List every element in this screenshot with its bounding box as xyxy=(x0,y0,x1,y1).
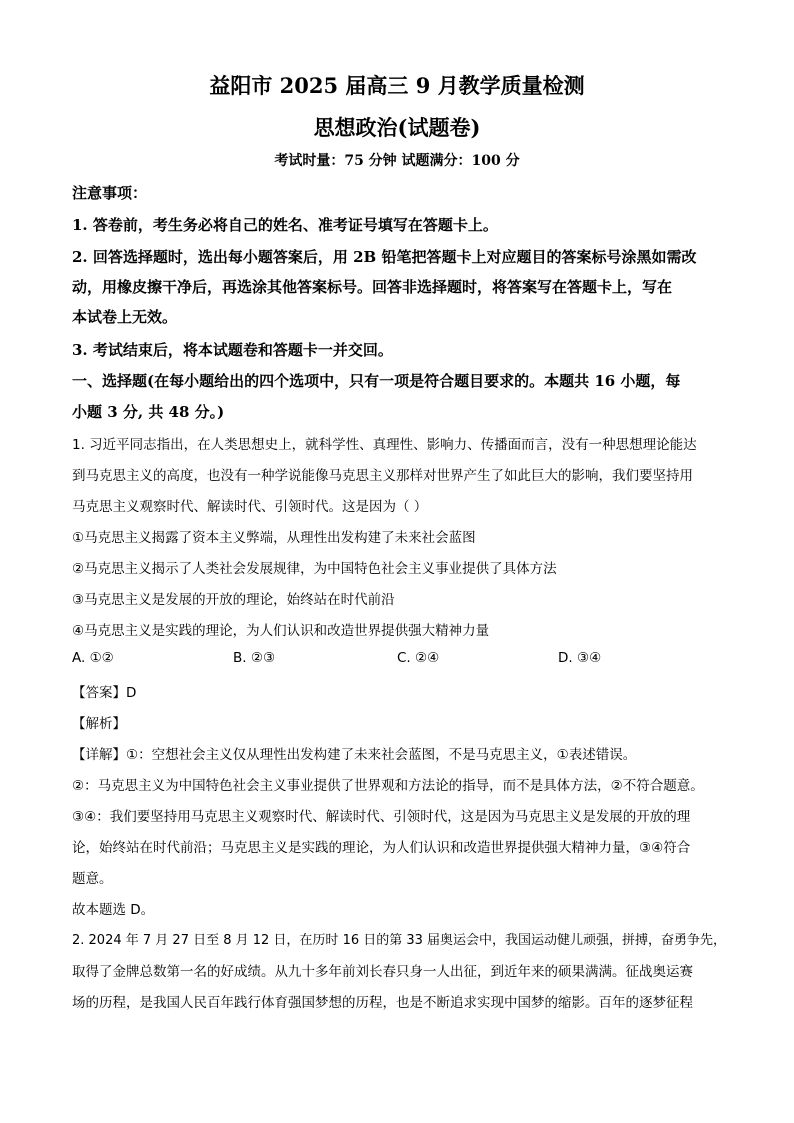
notice-item-3: 3. 考试结束后，将本试题卷和答题卡一并交回。 xyxy=(72,341,393,359)
exam-info: 考试时量：75 分钟 试题满分：100 分 xyxy=(274,153,520,169)
q1-conclusion: 故本题选 D。 xyxy=(72,902,155,918)
q2-stem-line-2: 取得了金牌总数第一名的好成绩。从九十多年前刘长春只身一人出征，到近年来的硕果满满。征战奥运赛 xyxy=(72,964,693,980)
q1-detail-line-1: 【详解】①：空想社会主义仅从理性出发构建了未来社会蓝图，不是马克思主义，①表述错误。 xyxy=(72,747,637,763)
q1-stem-line-3: 马克思主义观察时代、解读时代、引领时代。这是因为（ ） xyxy=(72,499,428,515)
q1-option-b: B. ②③ xyxy=(233,650,276,666)
exam-subtitle: 思想政治(试题卷) xyxy=(313,115,481,140)
q1-option-a: A. ①② xyxy=(72,650,114,666)
q1-statement-1: ①马克思主义揭露了资本主义弊端，从理性出发构建了未来社会蓝图 xyxy=(72,530,476,546)
q1-detail-line-5: 题意。 xyxy=(72,871,113,887)
q1-detail-line-2: ②：马克思主义为中国特色社会主义事业提供了世界观和方法论的指导，而不是具体方法，②不符合题意。 xyxy=(72,778,704,794)
exam-title: 益阳市 2025 届高三 9 月教学质量检测 xyxy=(209,73,585,98)
notice-item-1: 1. 答卷前，考生务必将自己的姓名、准考证号填写在答题卡上。 xyxy=(72,216,498,234)
q1-statement-3: ③马克思主义是发展的开放的理论，始终站在时代前沿 xyxy=(72,592,395,608)
q1-option-c: C. ②④ xyxy=(397,650,440,666)
q1-answer: 【答案】D xyxy=(72,685,137,701)
q1-statement-2: ②马克思主义揭示了人类社会发展规律，为中国特色社会主义事业提供了具体方法 xyxy=(72,561,557,577)
section-heading-line-2: 小题 3 分, 共 48 分。) xyxy=(72,403,225,421)
q2-stem-line-1: 2. 2024 年 7 月 27 日至 8 月 12 日，在历时 16 日的第 33 届奥运会中，我国运动健儿顽强，拼搏，奋勇争先， xyxy=(72,933,727,948)
notice-heading: 注意事项： xyxy=(72,184,148,202)
q1-statement-4: ④马克思主义是实践的理论，为人们认识和改造世界提供强大精神力量 xyxy=(72,623,490,639)
q1-analysis-label: 【解析】 xyxy=(72,716,126,732)
q1-detail-line-3: ③④：我们要坚持用马克思主义观察时代、解读时代、引领时代，这是因为马克思主义是发展的开放的理 xyxy=(72,809,691,825)
q1-stem-line-2: 到马克思主义的高度，也没有一种学说能像马克思主义那样对世界产生了如此巨大的影响，我们要坚持用 xyxy=(72,468,693,484)
q1-stem-line-1: 1. 习近平同志指出，在人类思想史上，就科学性、真理性、影响力、传播面而言，没有一种思想理论能达 xyxy=(72,437,697,453)
section-heading-line-1: 一、选择题(在每小题给出的四个选项中，只有一项是符合题目要求的。本题共 16 小题，每 xyxy=(72,372,681,390)
notice-item-2-line-1: 2. 回答选择题时，选出每小题答案后，用 2B 铅笔把答题卡上对应题目的答案标号涂黑如需改 xyxy=(72,248,697,266)
notice-item-2-line-2: 动，用橡皮擦干净后，再选涂其他答案标号。回答非选择题时，将答案写在答题卡上，写在 xyxy=(72,278,673,296)
q1-option-d: D. ③④ xyxy=(558,650,602,666)
q1-detail-line-4: 论，始终站在时代前沿；马克思主义是实践的理论，为人们认识和改造世界提供强大精神力量，③④符合 xyxy=(72,840,691,856)
notice-item-2-line-3: 本试卷上无效。 xyxy=(72,308,178,326)
q2-stem-line-3: 场的历程，是我国人民百年践行体育强国梦想的历程，也是不断追求实现中国梦的缩影。百年的逐梦征程 xyxy=(72,995,693,1011)
